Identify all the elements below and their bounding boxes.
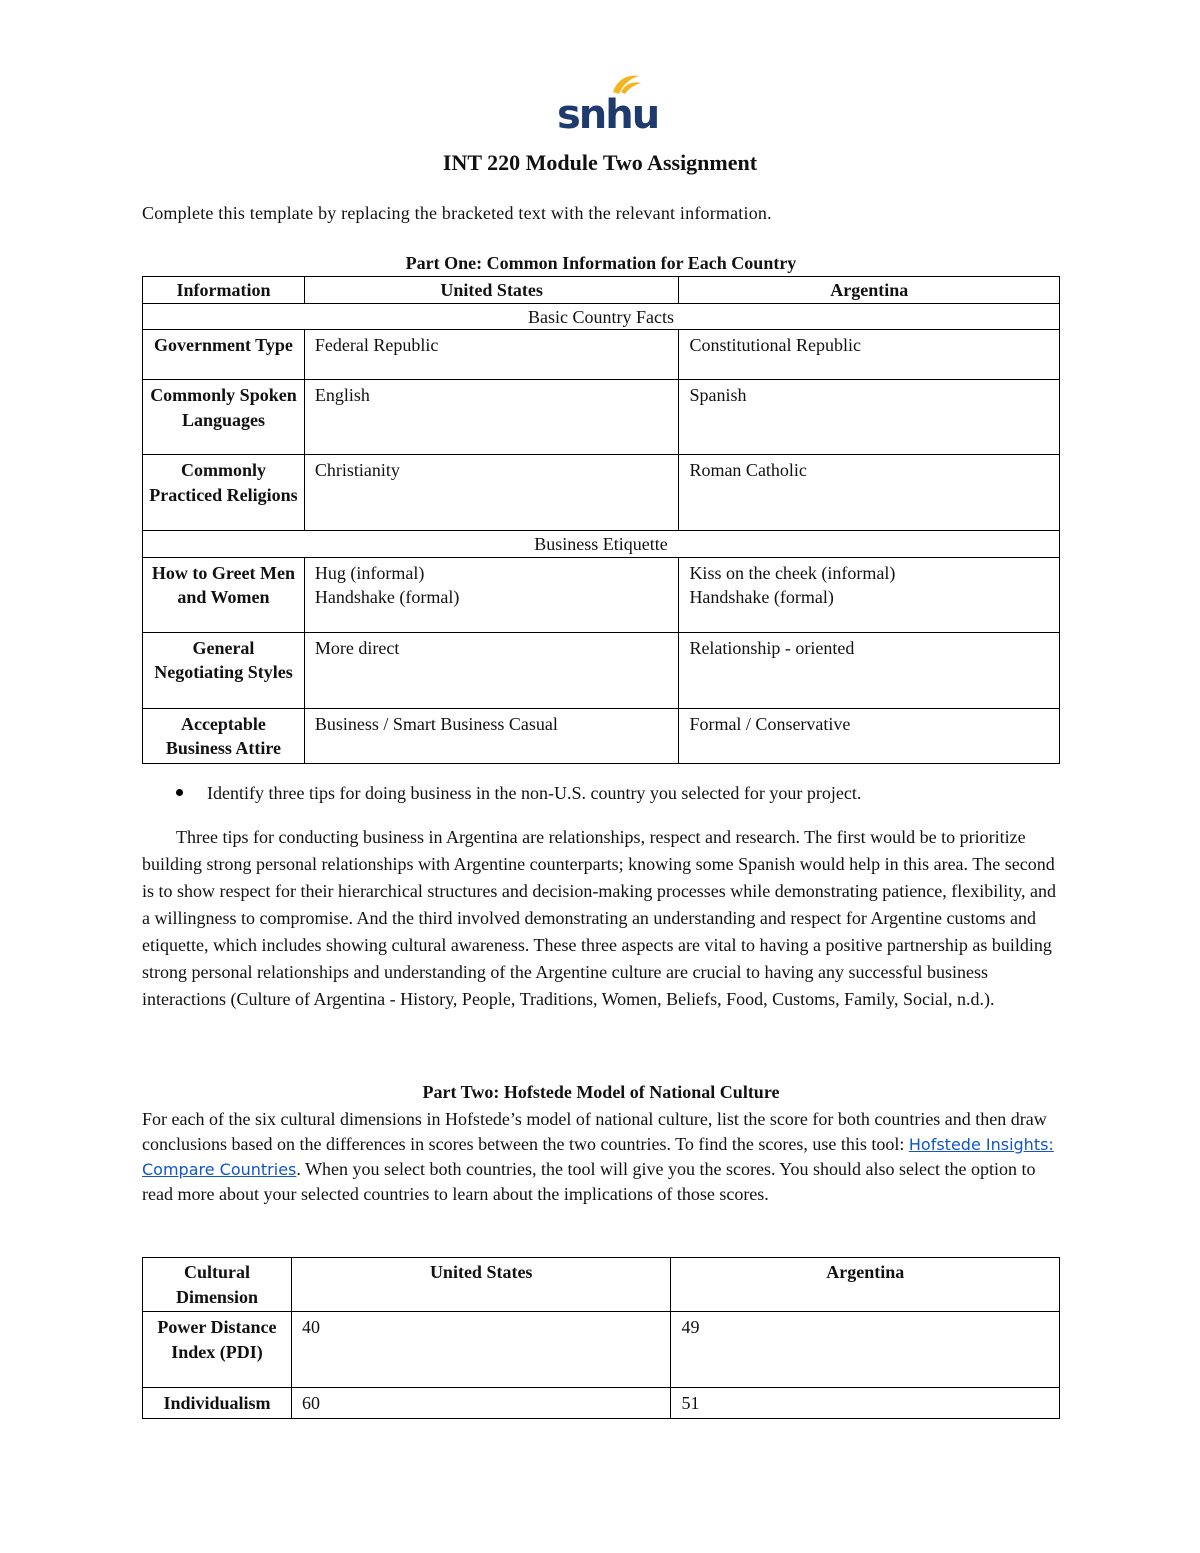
section-row (143, 303, 1060, 330)
row-label: Commonly Spoken Languages (143, 380, 305, 455)
row-label: Commonly Practiced Religions (143, 455, 305, 531)
header-cultural-dimension: Cultural Dimension (143, 1258, 292, 1312)
table-row (143, 455, 1060, 531)
table-row (143, 1312, 1060, 1388)
part-two-text-after: . When you select both countries, the tool will give you the scores. You should also select the option to read more about your selected countries to learn about the implications of those scores. (142, 1159, 1036, 1204)
us-value: Business / Smart Business Casual (304, 708, 679, 763)
ar-value: 51 (671, 1388, 1060, 1419)
row-label: How to Greet Men and Women (143, 557, 305, 632)
us-value: English (304, 380, 679, 455)
us-value-line: Handshake (formal) (314, 587, 460, 607)
page-title: INT 220 Module Two Assignment (442, 150, 758, 175)
ar-value (679, 557, 1060, 632)
ar-value-line: Kiss on the cheek (informal) (689, 562, 896, 583)
header-argentina: Argentina (679, 277, 1060, 304)
logo-text: snhu (557, 92, 659, 138)
us-value-line: Hug (informal) (314, 562, 425, 583)
ar-value: Spanish (679, 380, 1060, 455)
table-row (143, 330, 1060, 380)
tips-paragraph: Three tips for conducting business in Argentina are relationships, respect and research. The first would be to prioritize building strong personal relationships with Argentine counterparts; knowing some Spanish would help in this area. The second is to show respect for their hierarchical structures and decision-making processes while demonstrating patience, flexibility, and a willingness to compromise. And the third involved demonstrating an understanding and respect for Argentine customs and etiquette, which includes showing cultural awareness. These three aspects are vital to having a positive partnership as building strong personal relationships and understanding of the Argentine culture are crucial to having any successful business interactions (Culture of Argentina - History, People, Traditions, Women, Beliefs, Food, Customs, Family, Social, n.d.). (142, 827, 1057, 1009)
us-value (304, 557, 679, 632)
us-value: 60 (291, 1388, 671, 1419)
row-label: Individualism (143, 1388, 292, 1419)
snhu-logo (555, 72, 659, 138)
common-info-table (142, 276, 1060, 764)
us-value: 40 (291, 1312, 671, 1388)
us-value: More direct (304, 632, 679, 708)
bullet-text: Identify three tips for doing business in the non-U.S. country you selected for your project. (207, 783, 862, 803)
hofstede-link[interactable]: Hofstede Insights: Compare Countries (142, 1135, 1054, 1179)
hofstede-table (142, 1257, 1060, 1419)
table-row (143, 1388, 1060, 1419)
table-row (143, 557, 1060, 632)
row-label: Power Distance Index (PDI) (143, 1312, 292, 1388)
header-argentina: Argentina (671, 1258, 1060, 1312)
row-label: General Negotiating Styles (143, 632, 305, 708)
table-header-row (143, 1258, 1060, 1312)
us-value: Christianity (304, 455, 679, 531)
ar-value: Constitutional Republic (679, 330, 1060, 380)
row-label: Acceptable Business Attire (143, 708, 305, 763)
part-two-instructions (142, 1107, 1060, 1207)
intro-text: Complete this template by replacing the bracketed text with the relevant information. (142, 203, 772, 223)
header-united-states: United States (291, 1258, 671, 1312)
us-value: Federal Republic (304, 330, 679, 380)
table-header-row (143, 277, 1060, 304)
table-row (143, 632, 1060, 708)
ar-value: 49 (671, 1312, 1060, 1388)
part-one-caption: Part One: Common Information for Each Country (405, 253, 797, 273)
bullet-item (176, 783, 861, 804)
header-information: Information (143, 277, 305, 304)
ar-value: Roman Catholic (679, 455, 1060, 531)
section-basic-facts: Basic Country Facts (143, 303, 1060, 330)
header-united-states: United States (304, 277, 679, 304)
ar-value: Relationship - oriented (679, 632, 1060, 708)
part-two-caption: Part Two: Hofstede Model of National Culture (422, 1082, 780, 1102)
ar-value: Formal / Conservative (679, 708, 1060, 763)
table-row (143, 380, 1060, 455)
bullet-icon (176, 789, 183, 796)
section-row (143, 531, 1060, 558)
ar-value-line: Handshake (formal) (689, 587, 834, 607)
table-row (143, 708, 1060, 763)
part-two-text-before: For each of the six cultural dimensions in Hofstede’s model of national culture, list the score for both countries and then draw conclusions based on the differences in scores between the two countries. To find the scores, use this tool: (142, 1109, 1047, 1154)
section-business-etiquette: Business Etiquette (143, 531, 1060, 558)
row-label: Government Type (143, 330, 305, 380)
